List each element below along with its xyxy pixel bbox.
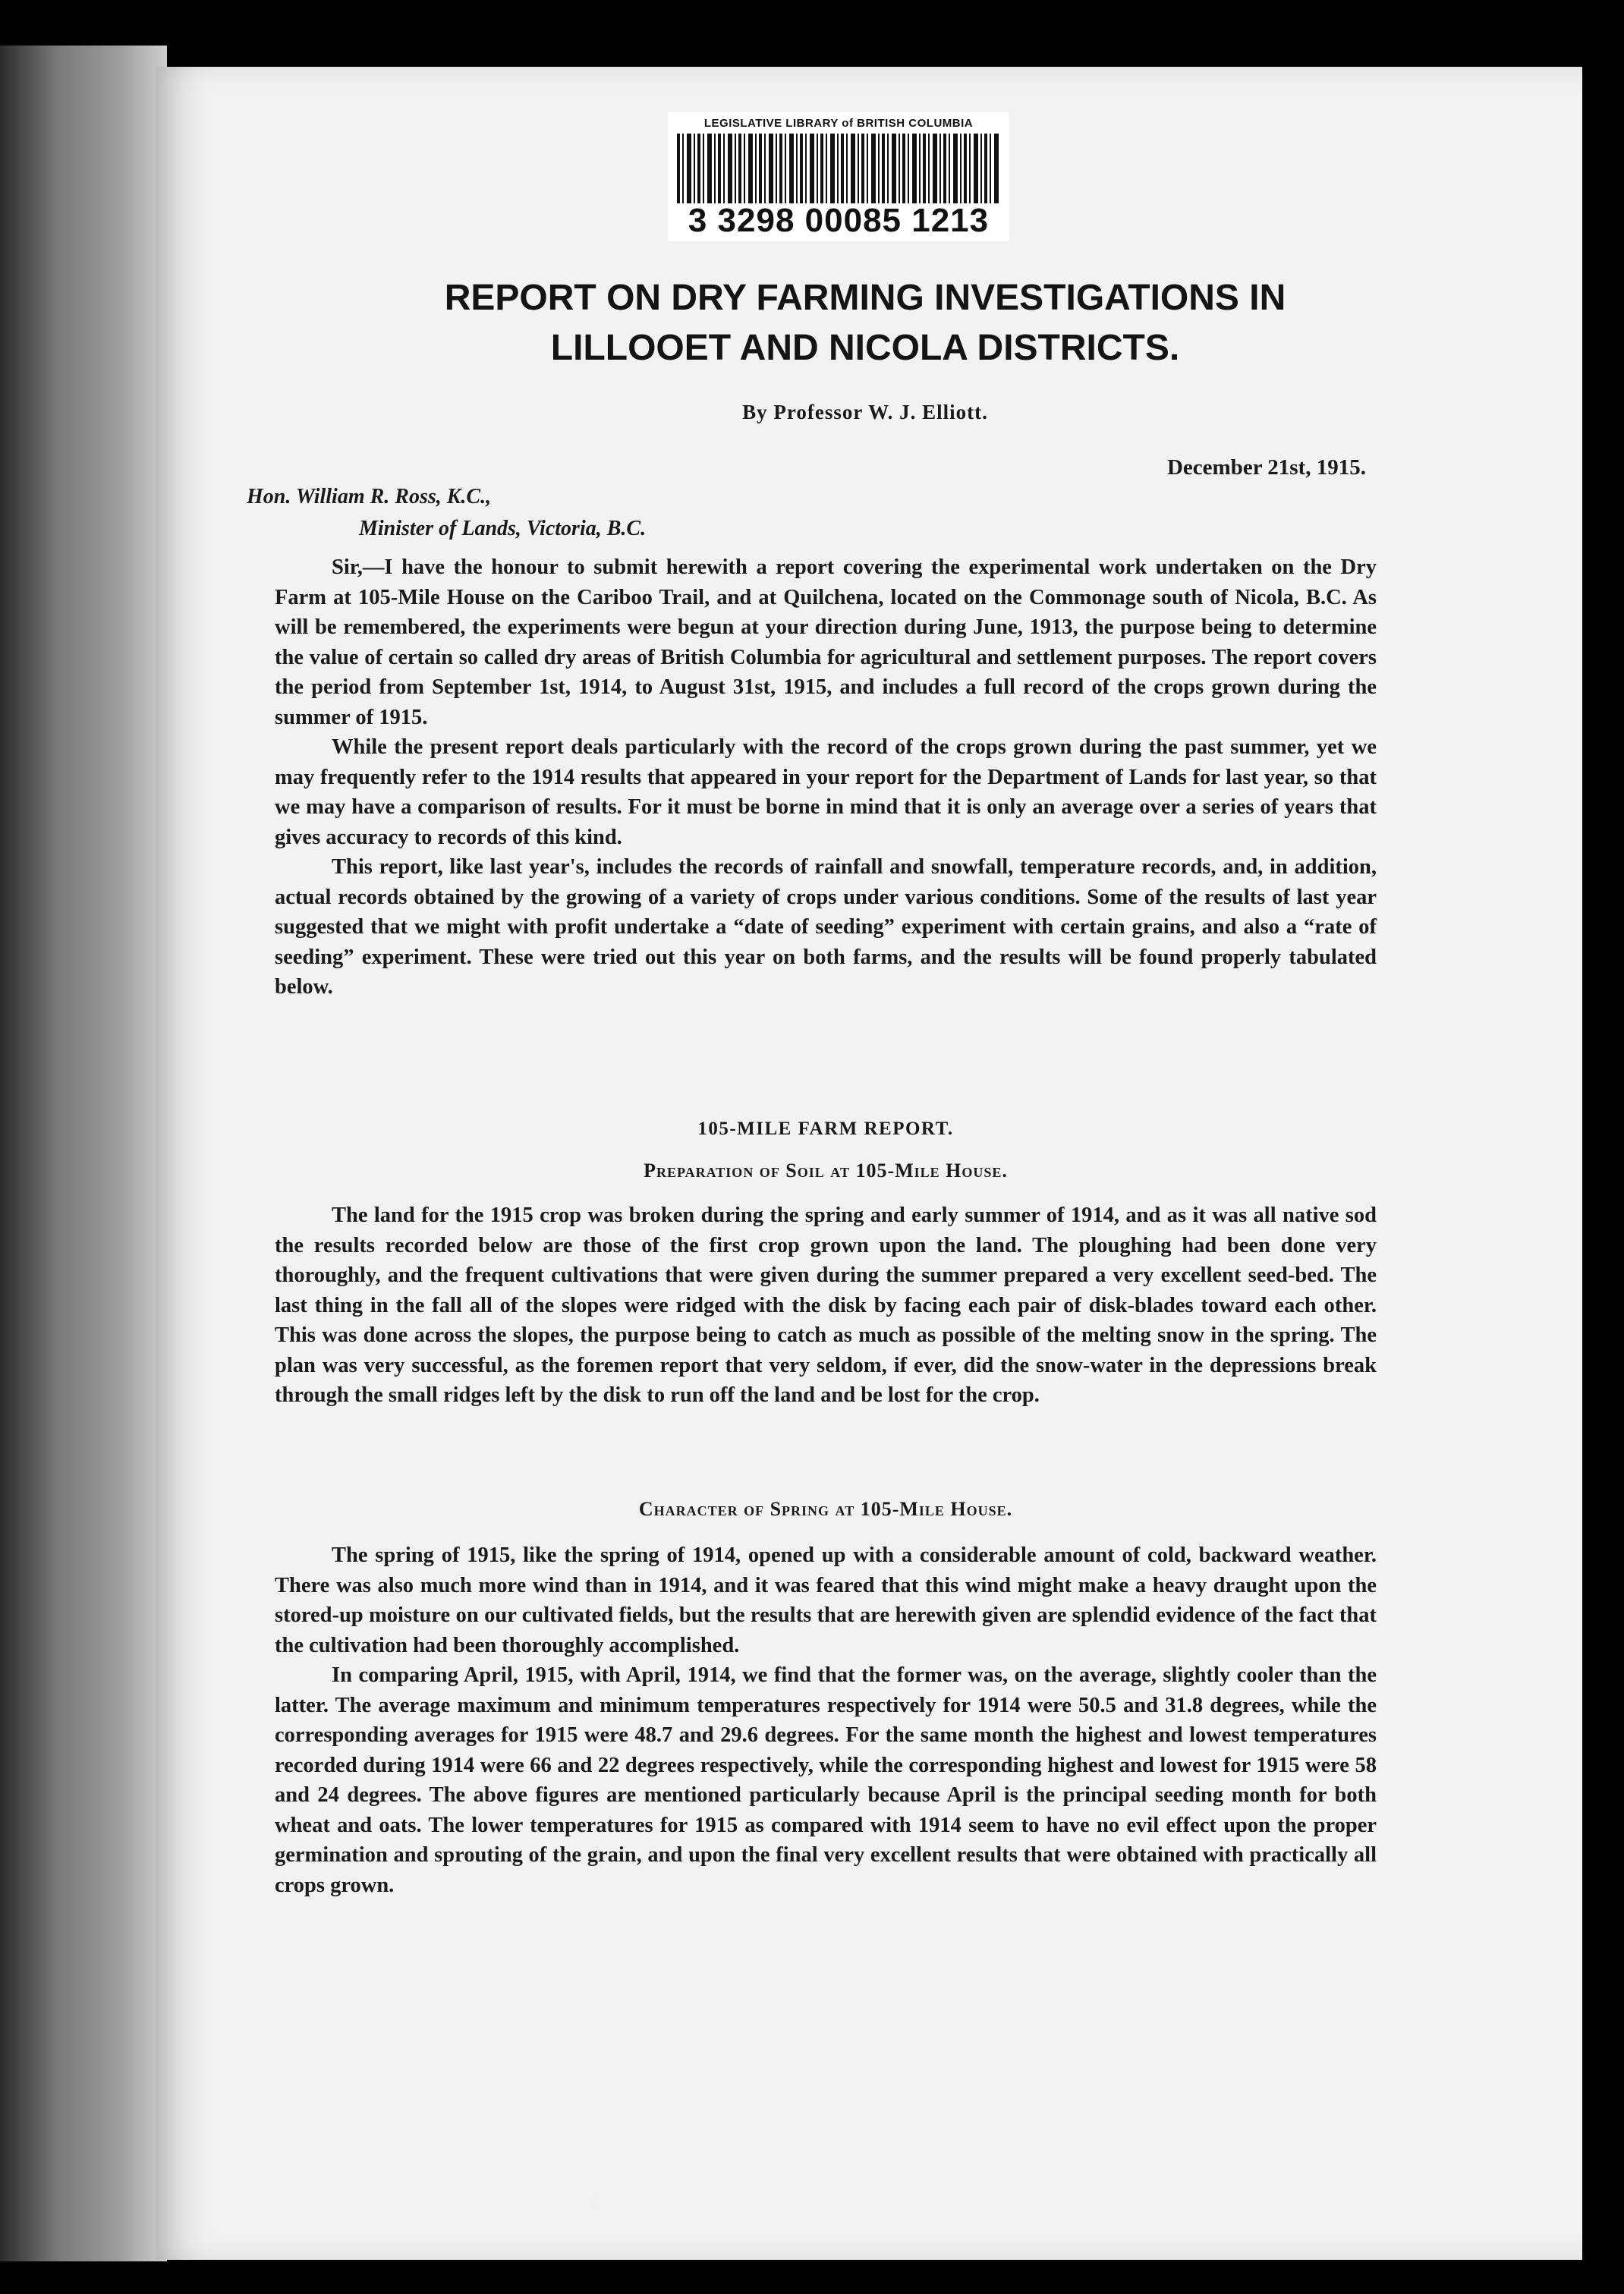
barcode-bars <box>677 134 1000 203</box>
barcode-number: 3 3298 00085 1213 <box>688 202 990 239</box>
spring-paragraph: In comparing April, 1915, with April, 1914, we find that the former was, on the average, slightly cooler than the latter. The average maximum and minimum temperatures respectively for 1914 were 50.5 and 31.8 degrees, while the corresponding averages for 1915 were 48.7 and 29.6 degrees. For the same month the highest and lowest temperatures recorded during 1914 were 66 and 22 degrees respectively, while the corresponding highest and lowest for 1915 were 58 and 24 degrees. The above figures are mentioned particularly because April is the principal seeding month for both wheat and oats. The lower temperatures for 1915 as compared with 1914 seem to have no evil effect upon the proper germination and sprouting of the grain, and upon the final very excellent results that were obtained with practically all crops grown. <box>275 1663 1377 1897</box>
subheading-character-of-spring: Character of Spring at 105-Mile House. <box>638 1498 1013 1520</box>
addressee-block <box>247 481 930 545</box>
intro-paragraph: While the present report deals particularly with the record of the crops grown during the past summer, yet we may frequently refer to the 1914 results that appeared in your report for the Department of Lands for last year, so that we may have a comparison of results. For it must be borne in mind that it is only an average over a series of years that gives accuracy to records of this kind. <box>275 735 1377 849</box>
intro-paragraph: This report, like last year's, includes the records of rainfall and snowfall, temperature records, and, in addition, actual records obtained by the growing of a variety of crops under various conditions. Some of the results of last year suggested that we might with profit undertake a “date of seeding” experiment with certain grains, and also a “rate of seeding” experiment. These were tried out this year on both farms, and the results will be found properly tabulated below. <box>275 855 1377 999</box>
author-byline: By Professor W. J. Elliott. <box>742 401 988 423</box>
soil-paragraph: The land for the 1915 crop was broken during the spring and early summer of 1914, and as it was all native sod the results recorded below are those of the first crop grown upon the land. The ploughing had been done very thoroughly, and the frequent cultivations that were given during the summer prepared a very excellent seed-bed. The last thing in the fall all of the slopes were ridged with the disk by facing each pair of disk-blades toward each other. This was done across the slopes, the purpose being to catch as much as possible of the melting snow in the spring. The plan was very successful, as the foremen report that very seldom, if ever, did the snow-water in the depressions break through the small ridges left by the disk to run off the land and be lost for the crop. <box>275 1204 1377 1407</box>
intro-section <box>275 552 1377 1002</box>
subheading-preparation-of-soil: Preparation of Soil at 105-Mile House. <box>644 1160 1008 1182</box>
spring-section <box>275 1540 1377 1900</box>
soil-section <box>275 1200 1377 1411</box>
scan-artifact: ✦ <box>584 2189 606 2217</box>
letter-date: December 21st, 1915. <box>1166 455 1366 480</box>
addressee-name: Hon. William R. Ross, K.C., <box>247 485 492 508</box>
book-binding-shadow <box>0 46 167 2261</box>
section-heading-105-mile-farm: 105-MILE FARM REPORT. <box>697 1119 954 1139</box>
barcode-library-name: LEGISLATIVE LIBRARY of BRITISH COLUMBIA <box>703 117 974 130</box>
addressee-title: Minister of Lands, Victoria, B.C. <box>359 517 647 540</box>
title-line-1: REPORT ON DRY FARMING INVESTIGATIONS IN <box>444 278 1286 318</box>
spring-paragraph: The spring of 1915, like the spring of 1914, opened up with a considerable amount of cold, backward weather. There was also much more wind than in 1914, and it was feared that this wind might make a heavy draught upon the stored-up moisture on our cultivated fields, but the results that are herewith given are splendid evidence of the fact that the cultivation had been thoroughly accomplished. <box>275 1543 1377 1657</box>
intro-paragraph: Sir,—I have the honour to submit herewith a report covering the experimental work undertaken on the Dry Farm at 105-Mile House on the Cariboo Trail, and at Quilchena, located on the Commonage south of Nicola, B.C. As will be remembered, the experiments were begun at your direction during June, 1913, the purpose being to determine the value of certain so called dry areas of British Columbia for agricultural and settlement purposes. The report covers the period from September 1st, 1914, to August 31st, 1915, and includes a full record of the crops grown during the summer of 1915. <box>275 555 1377 729</box>
title-line-2: LILLOOET AND NICOLA DISTRICTS. <box>550 328 1180 368</box>
library-barcode-label <box>668 112 1009 241</box>
report-title <box>319 273 1412 373</box>
